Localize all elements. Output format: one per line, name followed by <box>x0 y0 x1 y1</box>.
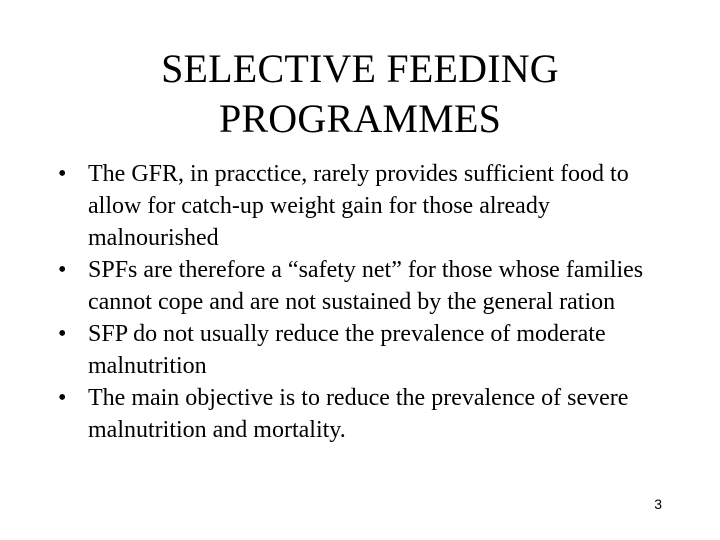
bullet-item <box>58 318 658 382</box>
bullet-icon: • <box>58 385 67 411</box>
bullet-text: SPFs are therefore a “safety net” for those whose families cannot cope and are not sustained by the general ration <box>88 257 644 315</box>
bullet-icon: • <box>58 257 67 283</box>
bullet-item <box>58 158 658 254</box>
bullet-icon: • <box>58 161 67 187</box>
bullet-text: The main objective is to reduce the prevalence of severe malnutrition and mortality. <box>88 385 629 443</box>
bullet-item <box>58 382 658 446</box>
bullet-item <box>58 254 658 318</box>
bullet-text: SFP do not usually reduce the prevalence of moderate malnutrition <box>88 321 606 379</box>
slide-title-line-1: SELECTIVE FEEDING <box>161 46 559 91</box>
bullet-list <box>58 158 658 446</box>
slide-title-line-2: PROGRAMMES <box>218 96 502 141</box>
page-number: 3 <box>654 496 662 512</box>
slide-title <box>70 44 650 144</box>
bullet-text: The GFR, in pracctice, rarely provides sufficient food to allow for catch-up weight gain for those already malnourished <box>88 161 629 251</box>
bullet-icon: • <box>58 321 67 347</box>
